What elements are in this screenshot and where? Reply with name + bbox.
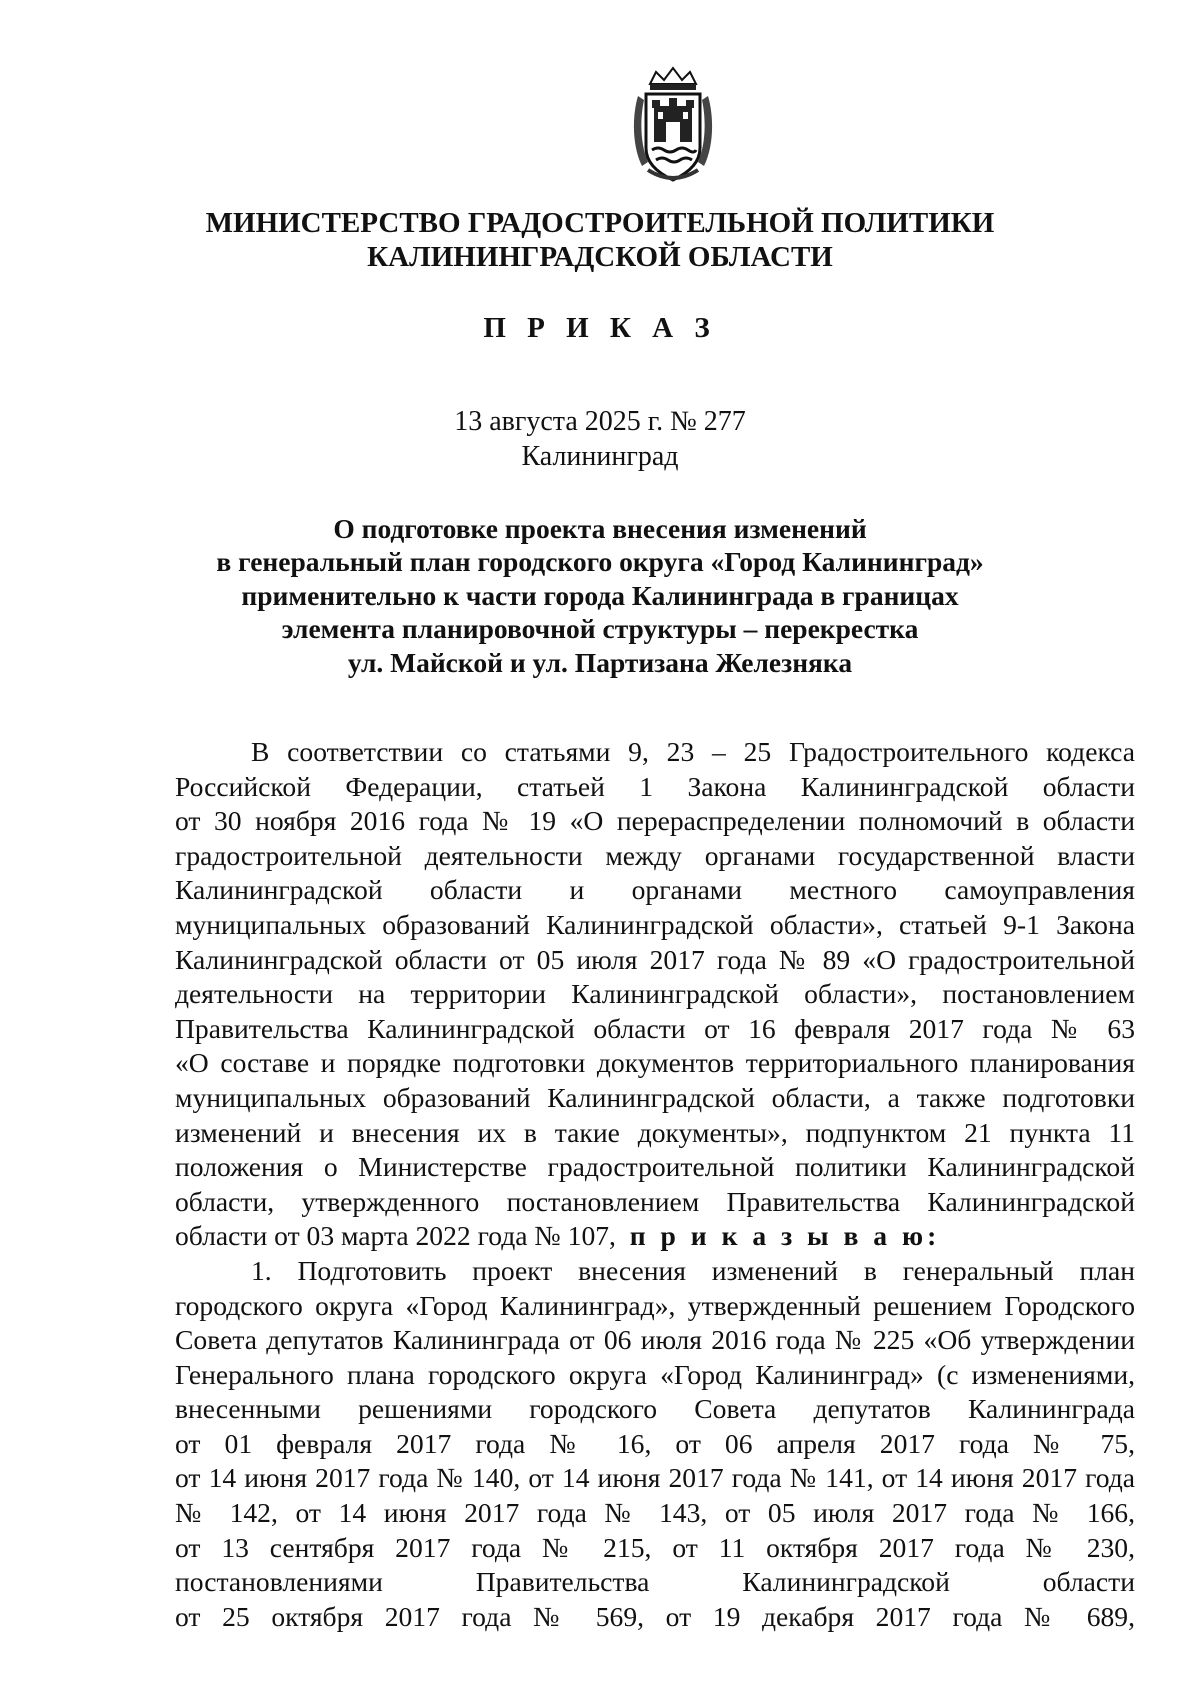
body-line-final [175,1219,1135,1254]
document-date-number: 13 августа 2025 г. № 277 [454,406,746,437]
title-line: ул. Майской и ул. Партизана Железняка [347,646,853,678]
body-line: № 142, от 14 июня 2017 года № 143, от 05 июля 2017 года № 166, [175,1497,1135,1529]
body-line: положения о Министерстве градостроительной политики Калининградской [175,1151,1135,1183]
order-word: п р и к а з ы в а ю: [629,1220,941,1252]
body-line: области, утвержденного постановлением Правительства Калининградской [175,1185,1135,1217]
body-line: от 13 сентября 2017 года № 215, от 11 октября 2017 года № 230, [175,1531,1135,1563]
body-line: В соответствии со статьями 9, 23 – 25 Градостроительного кодекса [251,736,1135,767]
body-line: Российской Федерации, статьей 1 Закона Калининградской области [175,770,1135,802]
body-line: от 14 июня 2017 года № 140, от 14 июня 2017 года № 141, от 14 июня 2017 года [175,1462,1135,1494]
document-title [0,512,1200,679]
title-line: в генеральный план городского округа «Город Калининград» [216,546,984,578]
body-line: Калининградской области и органами местного самоуправления [175,874,1135,906]
body-line: постановлениями Правительства Калининградской области [175,1566,1135,1598]
body-line: муниципальных образований Калининградской области», статьей 9-1 Закона [175,908,1135,940]
body-line: Калининградской области от 05 июля 2017 года № 89 «О градостроительной [175,943,1135,975]
body-line: от 01 февраля 2017 года № 16, от 06 апреля 2017 года № 75, [175,1427,1135,1459]
body-line: изменений и внесения их в такие документы», подпунктом 21 пункта 11 [175,1116,1135,1148]
title-line: элемента планировочной структуры – перекрестка [281,613,919,645]
title-line: О подготовке проекта внесения изменений [333,513,867,544]
ministry-name-line2: КАЛИНИНГРАДСКОЙ ОБЛАСТИ [367,241,833,273]
document-place: Калининград [521,441,679,472]
ministry-name-line1: МИНИСТЕРСТВО ГРАДОСТРОИТЕЛЬНОЙ ПОЛИТИКИ [205,207,995,239]
body-line: Правительства Калининградской области от 16 февраля 2017 года № 63 [175,1012,1135,1044]
document-body [175,735,1135,1634]
body-line: градостроительной деятельности между органами государственной власти [175,839,1135,871]
body-line: городского округа «Город Калининград», утвержденный решением Городского [175,1289,1135,1321]
body-line: Генерального плана городского округа «Город Калининград» (с изменениями, [175,1358,1135,1390]
body-line: Совета депутатов Калининграда от 06 июля 2016 года № 225 «Об утверждении [175,1324,1135,1356]
body-line-text: области от 03 марта 2022 года № 107, [175,1220,616,1252]
body-line: от 30 ноября 2016 года № 19 «О перераспределении полномочий в области [175,805,1135,837]
body-line: деятельности на территории Калининградской области», постановлением [175,978,1135,1010]
body-line: «О составе и порядке подготовки документов территориального планирования [175,1047,1135,1079]
body-line: 1. Подготовить проект внесения изменений в генеральный план [251,1254,1135,1286]
body-line: внесенными решениями городского Совета депутатов Калининграда [175,1393,1135,1425]
body-line: муниципальных образований Калининградской области, а также подготовки [175,1081,1135,1113]
title-line: применительно к части города Калининграда в границах [241,579,959,611]
coat-of-arms-icon [628,66,718,186]
body-line: от 25 октября 2017 года № 569, от 19 декабря 2017 года № 689, [175,1600,1135,1632]
document-type: П Р И К А З [483,312,717,344]
